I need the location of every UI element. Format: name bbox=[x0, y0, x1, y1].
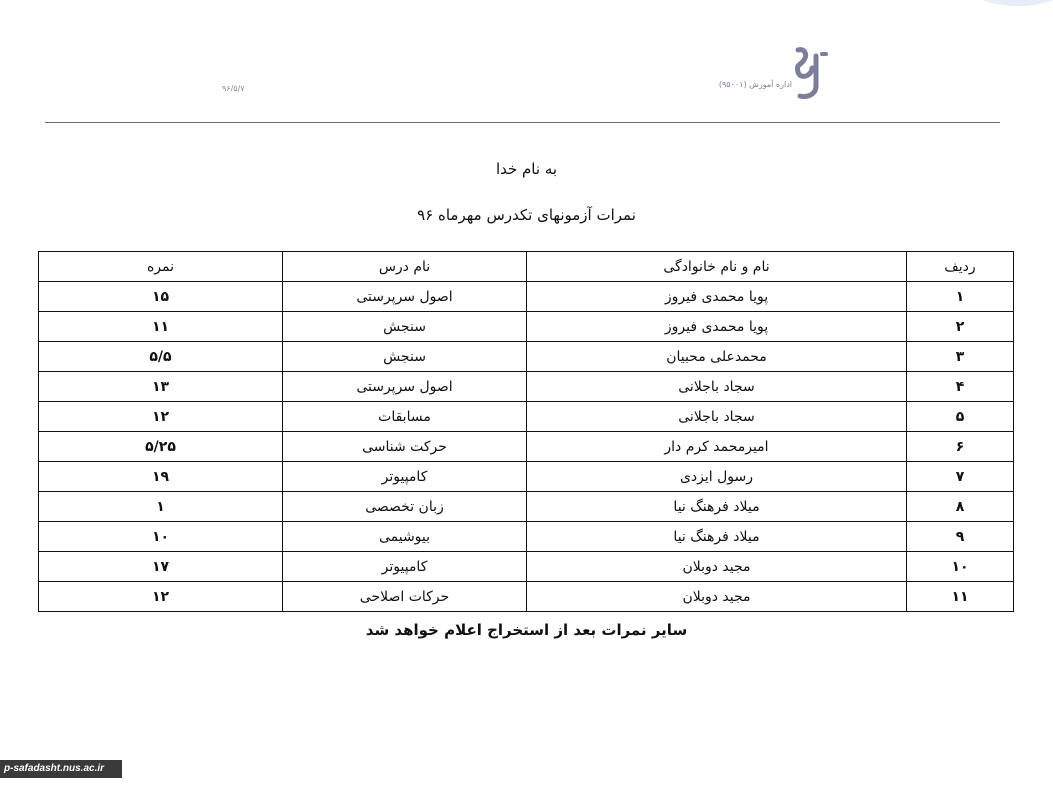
source-watermark-link[interactable]: p-safadasht.nus.ac.ir bbox=[0, 760, 122, 778]
course-cell: سنجش bbox=[283, 342, 527, 372]
name-cell: مجید دوبلان bbox=[527, 582, 907, 612]
university-logo-icon bbox=[790, 46, 830, 102]
footer-note: سایر نمرات بعد از استخراج اعلام خواهد شد bbox=[365, 621, 688, 639]
grade-cell: ۱۵ bbox=[39, 282, 283, 312]
grade-cell: ۵/۲۵ bbox=[39, 432, 283, 462]
row-number-cell: ۳ bbox=[907, 342, 1014, 372]
grade-cell: ۱۳ bbox=[39, 372, 283, 402]
grade-cell: ۱۹ bbox=[39, 462, 283, 492]
grade-cell: ۱۰ bbox=[39, 522, 283, 552]
name-cell: میلاد فرهنگ نیا bbox=[527, 522, 907, 552]
page-title: نمرات آزمونهای تکدرس مهرماه ۹۶ bbox=[417, 206, 636, 224]
row-number-cell: ۱۱ bbox=[907, 582, 1014, 612]
header-logo bbox=[720, 40, 840, 110]
logo-caption: اداره آموزش (۹۵۰۰۱) bbox=[718, 80, 792, 89]
grade-cell: ۱۲ bbox=[39, 402, 283, 432]
course-cell: زبان تخصصی bbox=[283, 492, 527, 522]
name-cell: میلاد فرهنگ نیا bbox=[527, 492, 907, 522]
table-row bbox=[39, 462, 1014, 492]
grade-cell: ۱۲ bbox=[39, 582, 283, 612]
grade-cell: ۵/۵ bbox=[39, 342, 283, 372]
name-cell: رسول ایزدی bbox=[527, 462, 907, 492]
header-row-number: ردیف bbox=[907, 252, 1014, 282]
header-divider bbox=[45, 122, 1000, 123]
table-row bbox=[39, 282, 1014, 312]
row-number-cell: ۵ bbox=[907, 402, 1014, 432]
name-cell: محمدعلی محبیان bbox=[527, 342, 907, 372]
course-cell: اصول سرپرستی bbox=[283, 372, 527, 402]
name-cell: سجاد باجلانی bbox=[527, 372, 907, 402]
name-cell: امیرمحمد کرم دار bbox=[527, 432, 907, 462]
table-row bbox=[39, 432, 1014, 462]
row-number-cell: ۸ bbox=[907, 492, 1014, 522]
grade-cell: ۱۷ bbox=[39, 552, 283, 582]
header-full-name: نام و نام خانوادگی bbox=[527, 252, 907, 282]
course-cell: بیوشیمی bbox=[283, 522, 527, 552]
table-row bbox=[39, 492, 1014, 522]
row-number-cell: ۱۰ bbox=[907, 552, 1014, 582]
name-cell: سجاد باجلانی bbox=[527, 402, 907, 432]
grades-table bbox=[38, 251, 1014, 612]
table-row bbox=[39, 372, 1014, 402]
course-cell: اصول سرپرستی bbox=[283, 282, 527, 312]
name-cell: پویا محمدی فیروز bbox=[527, 282, 907, 312]
course-cell: سنجش bbox=[283, 312, 527, 342]
row-number-cell: ۴ bbox=[907, 372, 1014, 402]
table-row bbox=[39, 342, 1014, 372]
table-row bbox=[39, 402, 1014, 432]
name-cell: مجید دوبلان bbox=[527, 552, 907, 582]
corner-decoration bbox=[973, 0, 1053, 6]
row-number-cell: ۱ bbox=[907, 282, 1014, 312]
header-grade: نمره bbox=[39, 252, 283, 282]
course-cell: کامپیوتر bbox=[283, 552, 527, 582]
header-course-name: نام درس bbox=[283, 252, 527, 282]
table-row bbox=[39, 582, 1014, 612]
basmala-heading: به نام خدا bbox=[495, 160, 558, 178]
row-number-cell: ۷ bbox=[907, 462, 1014, 492]
table-header-row bbox=[39, 252, 1014, 282]
header-date: ۹۶/۵/۷ bbox=[222, 84, 245, 93]
row-number-cell: ۲ bbox=[907, 312, 1014, 342]
table-row bbox=[39, 522, 1014, 552]
row-number-cell: ۶ bbox=[907, 432, 1014, 462]
grade-cell: ۱۱ bbox=[39, 312, 283, 342]
course-cell: کامپیوتر bbox=[283, 462, 527, 492]
name-cell: پویا محمدی فیروز bbox=[527, 312, 907, 342]
row-number-cell: ۹ bbox=[907, 522, 1014, 552]
table-row bbox=[39, 552, 1014, 582]
table-row bbox=[39, 312, 1014, 342]
course-cell: حرکت شناسی bbox=[283, 432, 527, 462]
grade-cell: ۱ bbox=[39, 492, 283, 522]
course-cell: مسابقات bbox=[283, 402, 527, 432]
course-cell: حرکات اصلاحی bbox=[283, 582, 527, 612]
